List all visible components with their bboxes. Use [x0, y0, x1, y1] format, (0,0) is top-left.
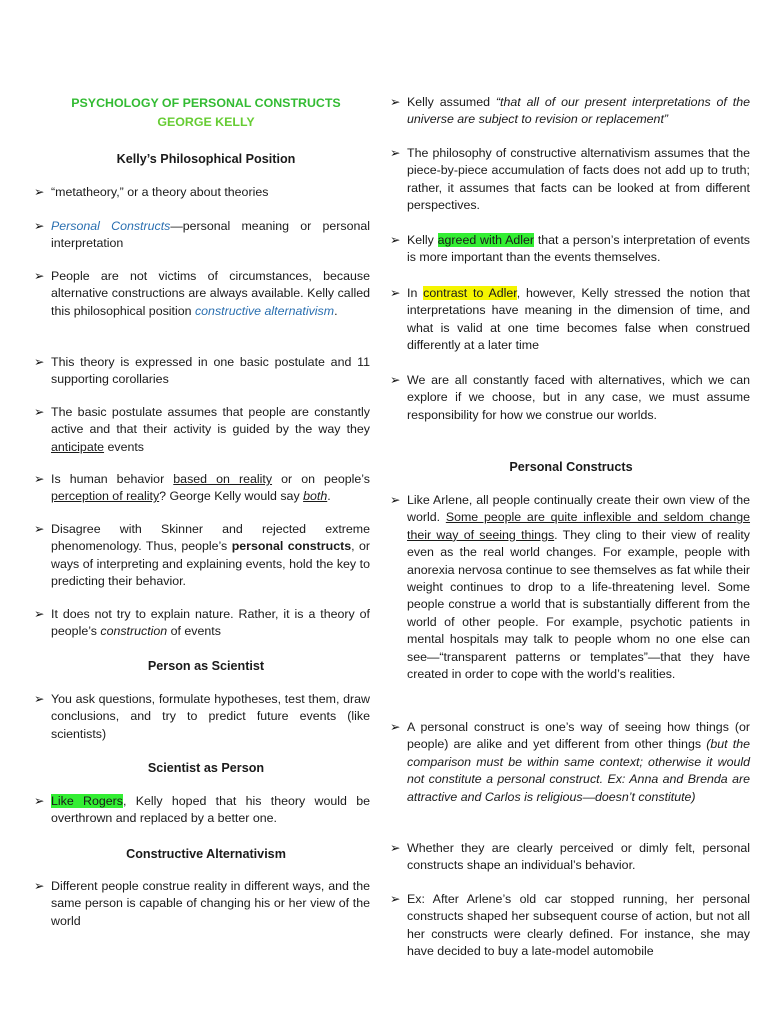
arrow-bullet-icon: ➢: [34, 219, 45, 233]
arrow-bullet-icon: ➢: [34, 269, 45, 283]
arrow-bullet-icon: ➢: [34, 879, 45, 893]
page-title: PSYCHOLOGY OF PERSONAL CONSTRUCTS: [71, 96, 341, 110]
bullet-skinner: ➢ Disagree with Skinner and rejected extreme phenomenology. Thus, people’s personal constructs, or ways of interpreting and explaining events, hold the key to predicting their behavior.: [34, 522, 370, 589]
bullet-human-behavior: ➢ Is human behavior based on reality or on people’s perception of reality? George Kelly would say both.: [34, 472, 370, 504]
bullet-basic-postulate: ➢ The basic postulate assumes that people are constantly active and that their activity is guided by the way they anticipate events: [34, 405, 370, 454]
arrow-bullet-icon: ➢: [390, 233, 401, 247]
bullet-construe-reality: ➢ Different people construe reality in different ways, and the same person is capable of changing his or her view of the world: [34, 879, 370, 928]
bullet-explain-nature: ➢ It does not try to explain nature. Rather, it is a theory of people’s construction of events: [34, 607, 370, 639]
arrow-bullet-icon: ➢: [390, 373, 401, 387]
arrow-bullet-icon: ➢: [34, 794, 45, 808]
arrow-bullet-icon: ➢: [390, 493, 401, 507]
bullet-clearly-perceived: ➢ Whether they are clearly perceived or dimly felt, personal constructs shape an individual’s behavior.: [390, 841, 750, 873]
section-heading-scientist-as-person: Scientist as Person: [147, 761, 265, 775]
arrow-bullet-icon: ➢: [34, 692, 45, 706]
bullet-arlene-car-example: ➢ Ex: After Arlene’s old car stopped running, her personal constructs shaped her subsequent course of action, but not all her constructs were clearly defined. For instance, she may have decided to buy a late-model automobile: [390, 892, 750, 959]
arrow-bullet-icon: ➢: [390, 892, 401, 906]
section-heading-philosophical-position: Kelly’s Philosophical Position: [116, 152, 296, 166]
page-subtitle-author: GEORGE KELLY: [157, 115, 255, 129]
bullet-constantly-faced-alternatives: ➢ We are all constantly faced with alternatives, which we can explore if we choose, but in any case, we must assume responsibility for how we construe our worlds.: [390, 373, 750, 422]
bullet-like-arlene: ➢ Like Arlene, all people continually create their own view of the world. Some people are quite inflexible and seldom change their way of seeing things. They cling to their view of reality even as the real world changes. For example, people with anorexia nervosa continue to see themselves as fat while their weight continues to drop to a life-threatening level. Some people construe a world that is substantially different from the world of other people. For example, psychotic patients in mental hospitals may talk to people whom no one else can see—“transparent patterns or templates”—that they have created in order to cope with the world’s realities.: [390, 493, 751, 682]
arrow-bullet-icon: ➢: [34, 472, 45, 486]
arrow-bullet-icon: ➢: [34, 607, 45, 621]
arrow-bullet-icon: ➢: [390, 720, 401, 734]
bullet-philosophy-constructive-alternativism: ➢ The philosophy of constructive alternativism assumes that the piece-by-piece accumulation of facts does not add up to truth; rather, it assumes that facts can be looked at from different perspectives.: [390, 146, 750, 213]
bullet-basic-postulate-corollaries: ➢ This theory is expressed in one basic postulate and 11 supporting corollaries: [34, 355, 370, 387]
bullet-personal-constructs: ➢ Personal Constructs—personal meaning or personal interpretation: [34, 219, 370, 251]
bullet-like-rogers: ➢ Like Rogers, Kelly hoped that his theory would be overthrown and replaced by a better one.: [34, 794, 370, 826]
arrow-bullet-icon: ➢: [34, 355, 45, 369]
bullet-personal-construct-definition: ➢ A personal construct is one’s way of seeing how things (or people) are alike and yet different from other things (but the comparison must be within same context; otherwise it would not constitute a personal construct. Ex: Anna and Brenda are attractive and Carlos is religious—doesn’t constitute): [390, 720, 750, 804]
arrow-bullet-icon: ➢: [390, 95, 401, 109]
arrow-bullet-icon: ➢: [390, 841, 401, 855]
bullet-kelly-assumed: ➢ Kelly assumed “that all of our present interpretations of the universe are subject to revision or replacement”: [390, 95, 750, 127]
bullet-agreed-with-adler: ➢ Kelly agreed with Adler that a person’s interpretation of events is more important than the events themselves.: [390, 233, 750, 265]
arrow-bullet-icon: ➢: [34, 185, 45, 199]
arrow-bullet-icon: ➢: [390, 286, 401, 300]
section-heading-person-as-scientist: Person as Scientist: [147, 659, 265, 673]
bullet-contrast-to-adler: ➢ In contrast to Adler, however, Kelly stressed the notion that interpretations have meaning in the dimension of time, and what is valid at one time becomes false when construed differently at a later time: [390, 286, 750, 353]
arrow-bullet-icon: ➢: [34, 405, 45, 419]
arrow-bullet-icon: ➢: [390, 146, 401, 160]
bullet-victims-of-circumstances: ➢ People are not victims of circumstances, because alternative constructions are always available. Kelly called this philosophical position constructive alternativism.: [34, 269, 370, 318]
bullet-metatheory: ➢ “metatheory,” or a theory about theories: [34, 184, 370, 201]
section-heading-personal-constructs: Personal Constructs: [509, 460, 633, 474]
bullet-ask-questions: ➢ You ask questions, formulate hypotheses, test them, draw conclusions, and try to predict future events (like scientists): [34, 692, 370, 741]
arrow-bullet-icon: ➢: [34, 522, 45, 536]
section-heading-constructive-alternativism: Constructive Alternativism: [126, 847, 286, 861]
